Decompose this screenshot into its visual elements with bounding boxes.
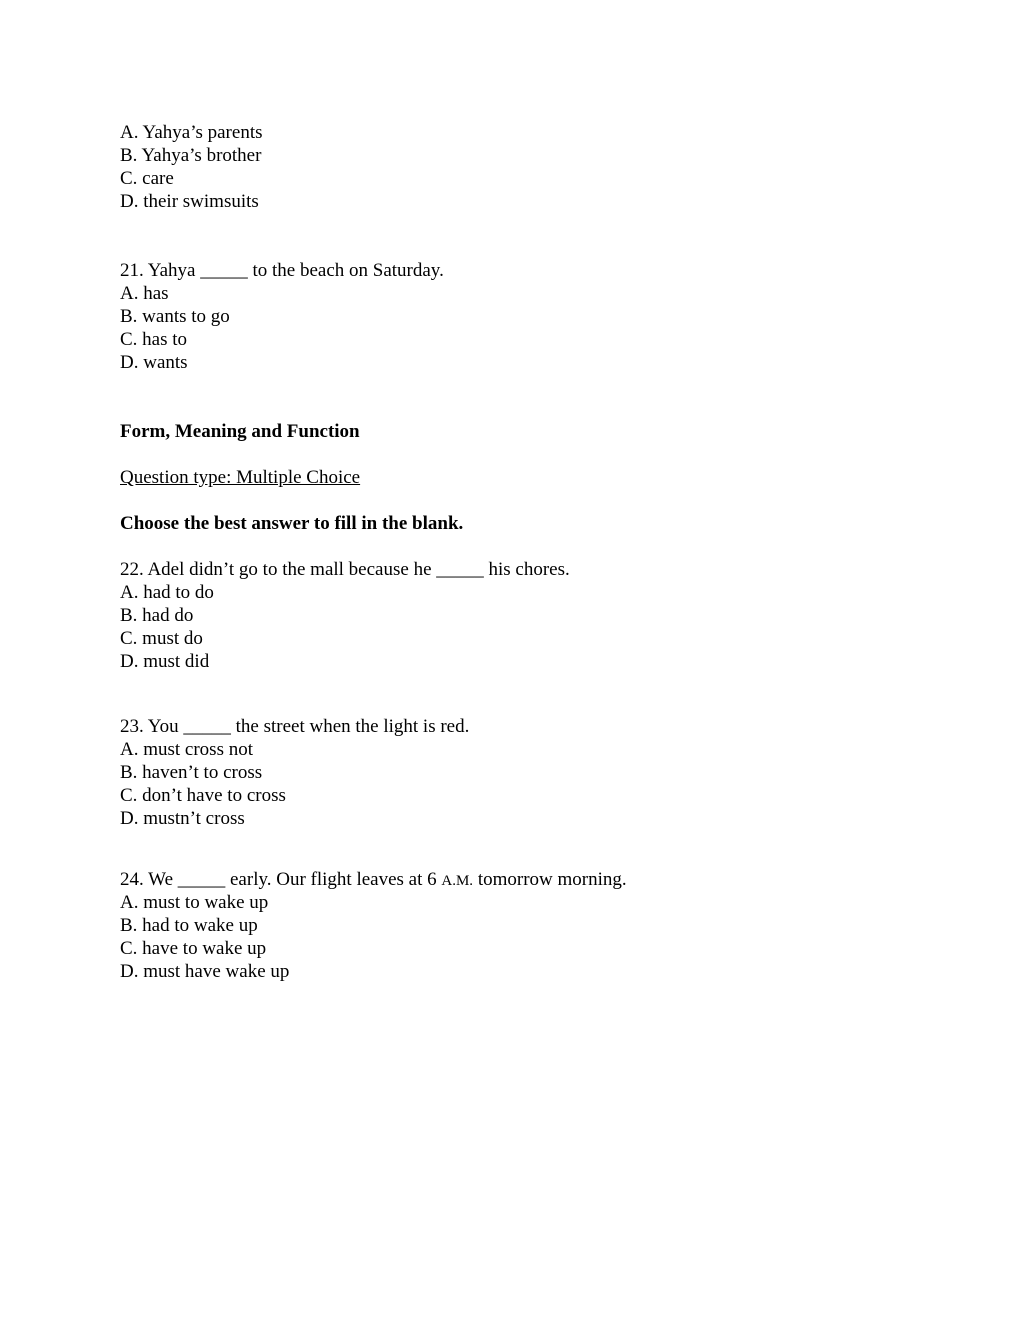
question-type: Question type: Multiple Choice bbox=[120, 467, 361, 488]
question-21-option-a: A. has bbox=[120, 283, 169, 304]
question-21-option-d: D. wants bbox=[120, 352, 188, 373]
option-c: C. care bbox=[120, 168, 174, 189]
question-21-option-c: C. has to bbox=[120, 329, 188, 350]
question-22-option-b: B. had do bbox=[120, 605, 194, 626]
question-23-option-d: D. mustn’t cross bbox=[120, 808, 245, 829]
question-23-option-a: A. must cross not bbox=[120, 739, 253, 760]
question-24-option-d: D. must have wake up bbox=[120, 961, 290, 982]
question-22-option-a: A. had to do bbox=[120, 582, 214, 603]
instruction: Choose the best answer to fill in the blank. bbox=[120, 513, 464, 534]
question-24-stem-start: 24. We _____ early. Our flight leaves at 6 bbox=[120, 869, 442, 890]
question-22-stem: 22. Adel didn’t go to the mall because he _____ his chores. bbox=[120, 559, 570, 580]
section-title: Form, Meaning and Function bbox=[120, 421, 360, 442]
question-21-stem: 21. Yahya _____ to the beach on Saturday. bbox=[120, 260, 444, 281]
question-22-option-d: D. must did bbox=[120, 651, 210, 672]
question-22-option-c: C. must do bbox=[120, 628, 203, 649]
question-24-stem-time: A.M. bbox=[441, 873, 474, 889]
question-24-option-a: A. must to wake up bbox=[120, 892, 269, 913]
question-24-stem-end: tomorrow morning. bbox=[473, 869, 627, 890]
question-24-stem bbox=[120, 868, 627, 893]
option-b: B. Yahya’s brother bbox=[120, 145, 262, 166]
question-23-option-c: C. don’t have to cross bbox=[120, 785, 286, 806]
question-23-option-b: B. haven’t to cross bbox=[120, 762, 263, 783]
question-23-stem: 23. You _____ the street when the light is red. bbox=[120, 716, 470, 737]
question-24-option-b: B. had to wake up bbox=[120, 915, 258, 936]
option-d: D. their swimsuits bbox=[120, 191, 259, 212]
question-21-option-b: B. wants to go bbox=[120, 306, 230, 327]
question-24-option-c: C. have to wake up bbox=[120, 938, 267, 959]
option-a: A. Yahya’s parents bbox=[120, 122, 263, 143]
